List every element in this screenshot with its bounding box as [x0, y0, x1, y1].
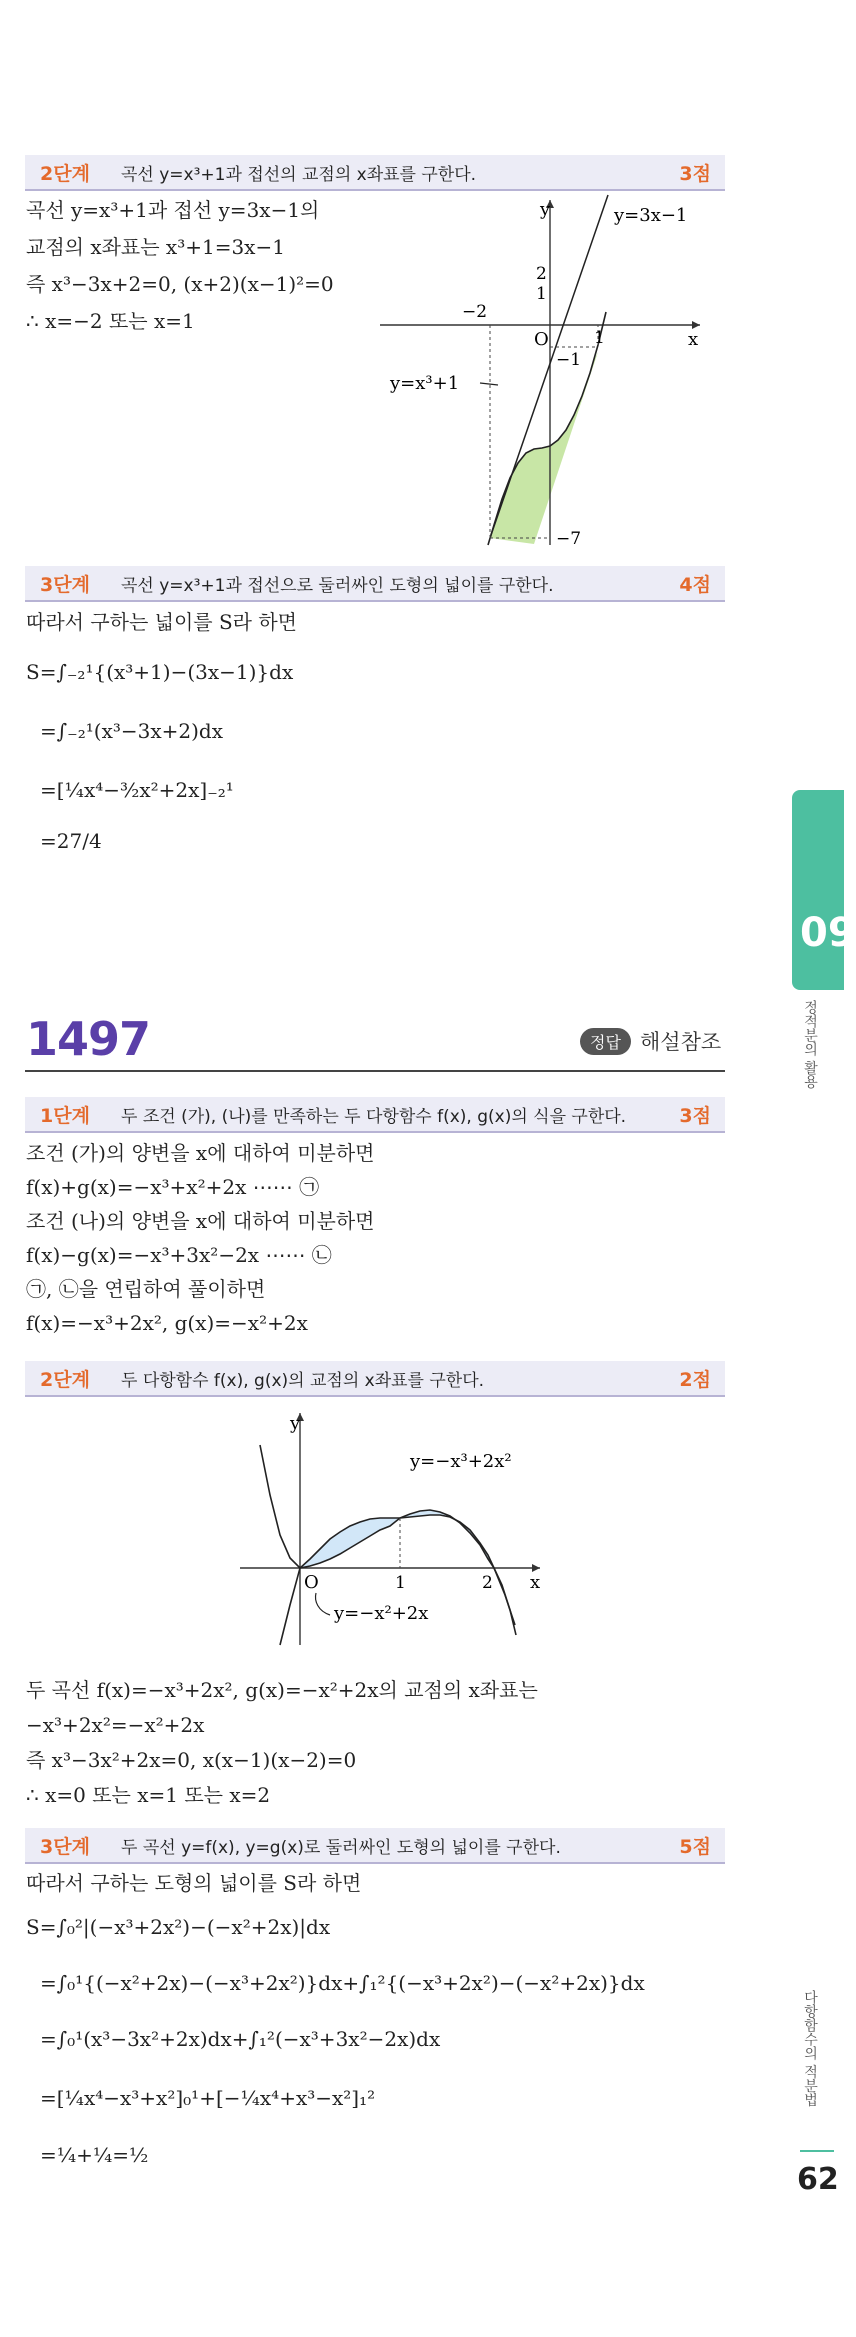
step-3-bar [25, 1828, 725, 1864]
tick-2: 2 [536, 264, 547, 284]
step-label: 2단계 [40, 162, 90, 185]
origin-label: O [534, 329, 549, 350]
tick-neg1: −1 [556, 350, 582, 370]
step-points: 3점 [679, 1104, 711, 1127]
step-1-bar [25, 1097, 725, 1133]
step-desc: 곡선 y=x³+1과 접선의 교점의 x좌표를 구한다. [121, 164, 477, 185]
solution-line: ㉠, ㉡을 연립하여 풀이하면 [26, 1277, 266, 1301]
tangent-label: y=3x−1 [614, 205, 688, 226]
region-right [400, 1510, 494, 1568]
step-points: 4점 [679, 573, 711, 596]
solution-line: =∫₀¹(x³−3x²+2x)dx+∫₁²(−x³+3x²−2x)dx [40, 2027, 441, 2051]
unit-title: 다항함수의 적분법 [802, 1990, 818, 2107]
cubic-label: y=−x³+2x² [410, 1451, 512, 1472]
tick-neg7: −7 [556, 529, 582, 549]
solution-line: =27/4 [40, 829, 102, 853]
solution-line: =¼+¼=½ [40, 2143, 149, 2167]
two-curves-graph [230, 1405, 560, 1655]
chapter-number: 09 [800, 910, 856, 956]
step-label: 3단계 [40, 1835, 90, 1858]
tick-1: 1 [395, 1573, 406, 1593]
solution-line: 따라서 구하는 넓이를 S라 하면 [26, 610, 297, 634]
solution-line: =∫₀¹{(−x²+2x)−(−x³+2x²)}dx+∫₁²{(−x³+2x²)−(−x²+2x)}dx [40, 1971, 645, 1995]
step-2-bar [25, 1361, 725, 1397]
solution-line: 두 곡선 f(x)=−x³+2x², g(x)=−x²+2x의 교점의 x좌표는 [26, 1678, 538, 1702]
problem-number: 1497 [26, 1012, 151, 1066]
answer-reference: 해설참조 [640, 1030, 722, 1054]
tick-1: 1 [536, 284, 547, 304]
x-axis-label: x [530, 1572, 541, 1593]
curve-label: y=x³+1 [390, 373, 460, 394]
step-2-bar [25, 155, 725, 191]
solution-line: 즉 x³−3x+2=0, (x+2)(x−1)²=0 [26, 272, 334, 296]
tick-x1: 1 [594, 328, 605, 348]
step-points: 2점 [679, 1368, 711, 1391]
step-desc: 곡선 y=x³+1과 접선으로 둘러싸인 도형의 넓이를 구한다. [121, 575, 554, 596]
solution-line: ∴ x=−2 또는 x=1 [26, 309, 195, 333]
solution-line: ∴ x=0 또는 x=1 또는 x=2 [26, 1783, 271, 1807]
y-axis-label: y [540, 199, 551, 220]
step-points: 3점 [679, 162, 711, 185]
answer-badge: 정답 [580, 1028, 631, 1055]
y-axis-label: y [290, 1413, 301, 1434]
chapter-tab [792, 790, 856, 990]
page-number: 62 [797, 2162, 839, 2197]
solution-line: −x³+2x²=−x²+2x [26, 1713, 205, 1737]
tick-neg2: −2 [462, 302, 488, 322]
solution-line: f(x)+g(x)=−x³+x²+2x ⋯⋯ ㉠ [26, 1175, 320, 1199]
step-desc: 두 조건 (가), (나)를 만족하는 두 다항함수 f(x), g(x)의 식을 구한다. [121, 1106, 627, 1127]
step-points: 5점 [679, 1835, 711, 1858]
solution-line: f(x)=−x³+2x², g(x)=−x²+2x [26, 1311, 308, 1335]
problem-rule [25, 1070, 725, 1072]
solution-line: 조건 (나)의 양변을 x에 대하여 미분하면 [26, 1209, 375, 1233]
tick-2: 2 [482, 1573, 493, 1593]
page-rule [800, 2150, 834, 2152]
solution-line: =∫₋₂¹(x³−3x+2)dx [40, 719, 223, 743]
solution-line: 따라서 구하는 도형의 넓이를 S라 하면 [26, 1871, 362, 1895]
solution-line: 곡선 y=x³+1과 접선 y=3x−1의 [26, 198, 320, 222]
solution-line: S=∫₀²|(−x³+2x²)−(−x²+2x)|dx [26, 1915, 331, 1939]
solution-line: 교점의 x좌표는 x³+1=3x−1 [26, 235, 285, 259]
x-axis-label: x [688, 329, 699, 350]
solution-line: =[¼x⁴−x³+x²]₀¹+[−¼x⁴+x³−x²]₁² [40, 2086, 376, 2110]
parabola-label: y=−x²+2x [334, 1603, 429, 1624]
step-desc: 두 다항함수 f(x), g(x)의 교점의 x좌표를 구한다. [121, 1370, 485, 1391]
step-label: 2단계 [40, 1368, 90, 1391]
solution-line: 즉 x³−3x²+2x=0, x(x−1)(x−2)=0 [26, 1748, 357, 1772]
step-3-bar [25, 566, 725, 602]
chapter-title: 정적분의 활용 [802, 1000, 818, 1089]
step-label: 3단계 [40, 573, 90, 596]
solution-line: f(x)−g(x)=−x³+3x²−2x ⋯⋯ ㉡ [26, 1243, 332, 1267]
solution-line: =[¼x⁴−³⁄₂x²+2x]₋₂¹ [40, 778, 234, 802]
step-desc: 두 곡선 y=f(x), y=g(x)로 둘러싸인 도형의 넓이를 구한다. [121, 1837, 561, 1858]
solution-line: S=∫₋₂¹{(x³+1)−(3x−1)}dx [26, 660, 294, 684]
tangent-area-graph [370, 195, 710, 555]
origin-label: O [304, 1572, 319, 1593]
solution-line: 조건 (가)의 양변을 x에 대하여 미분하면 [26, 1141, 375, 1165]
step-label: 1단계 [40, 1104, 90, 1127]
